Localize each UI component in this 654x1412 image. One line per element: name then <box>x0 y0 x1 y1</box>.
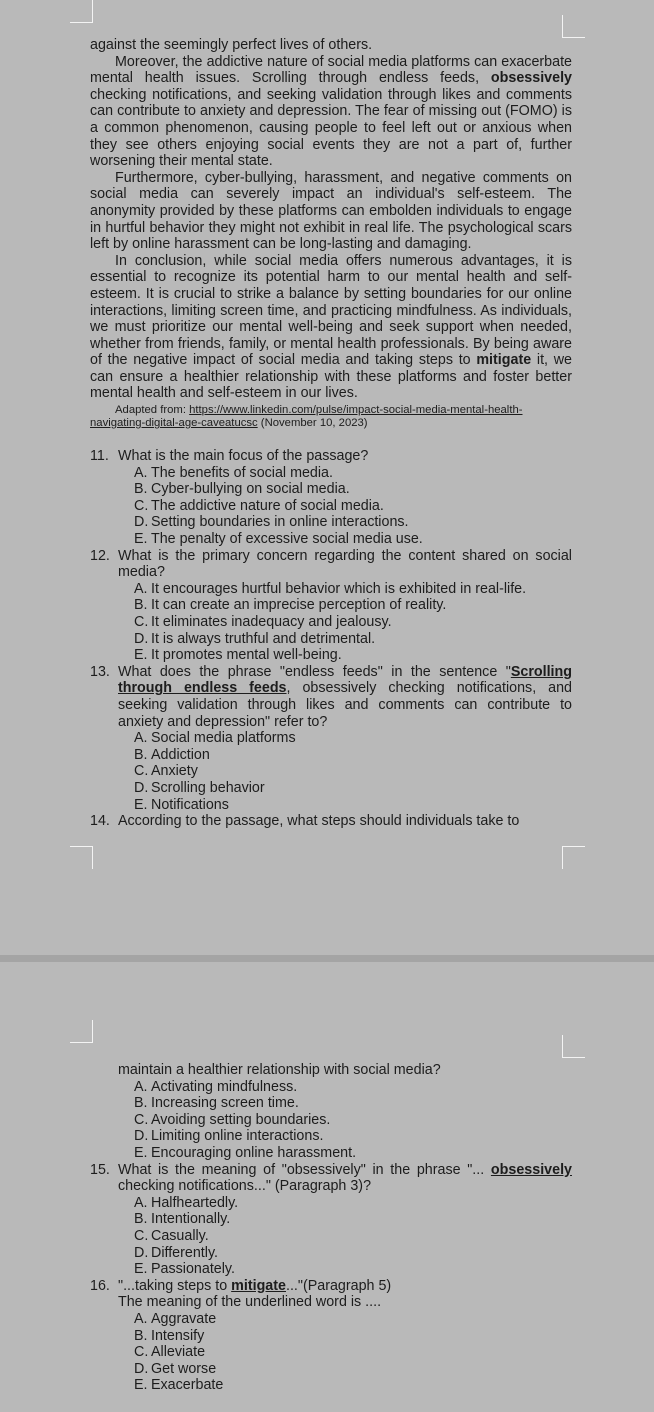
crop-mark-top-right <box>562 15 585 38</box>
option-a[interactable]: A. Activating mindfulness. <box>134 1078 298 1095</box>
option-e[interactable]: E. Passionately. <box>134 1261 235 1278</box>
option-b[interactable]: B. Intensify <box>134 1327 205 1344</box>
source-link[interactable]: https://www.linkedin.com/pulse/impact-social-media-mental-health-navigating-digital-age-caveatucsc <box>90 404 523 430</box>
question-text: What is the main focus of the passage? <box>118 448 369 465</box>
crop-mark-bottom-right <box>562 846 585 869</box>
question-14-start: 14. According to the passage, what steps should individuals take to <box>90 813 520 830</box>
options-q12 <box>90 581 572 664</box>
question-text: According to the passage, what steps should individuals take to <box>118 813 520 830</box>
document-page-2 <box>0 962 654 1412</box>
option-c[interactable]: C. Avoiding setting boundaries. <box>134 1111 331 1128</box>
question-13: 13. What does the phrase "endless feeds" in the sentence "Scrolling through endless feeds, obsessively checking notifications, and seeking validation through likes and comments can contribute to anxiety and depression" refer to? <box>90 663 572 730</box>
crop-mark-bottom-left <box>70 846 93 869</box>
option-b[interactable]: B. It can create an imprecise perception of reality. <box>134 597 447 614</box>
source-citation: Adapted from: https://www.linkedin.com/pulse/impact-social-media-mental-health-navigating-digital-age-caveatucsc (November 10, 2023) <box>90 404 523 430</box>
option-e[interactable]: E. Encouraging online harassment. <box>134 1144 357 1161</box>
question-text: What is the primary concern regarding the content shared on social media? <box>118 547 572 581</box>
underlined-phrase: Scrolling through endless feeds <box>118 663 572 697</box>
option-b[interactable]: B. Addiction <box>134 746 210 763</box>
option-c[interactable]: C. Alleviate <box>134 1344 206 1361</box>
option-e[interactable]: E. It promotes mental well-being. <box>134 647 342 664</box>
question-15: 15. What is the meaning of "obsessively" in the phrase "... obsessively checking notifications..." (Paragraph 3)? <box>90 1161 572 1195</box>
passage-body <box>90 37 572 830</box>
page-separator <box>0 955 654 962</box>
underlined-word: obsessively <box>490 1161 572 1178</box>
crop-mark-top-left <box>70 0 93 23</box>
options-q11 <box>90 465 572 548</box>
option-c[interactable]: C. Casually. <box>134 1227 209 1244</box>
option-d[interactable]: D. Setting boundaries in online interactions. <box>134 514 409 531</box>
option-d[interactable]: D. Limiting online interactions. <box>134 1128 324 1145</box>
option-b[interactable]: B. Increasing screen time. <box>134 1095 299 1112</box>
crop-mark-top-right <box>562 1035 585 1058</box>
option-b[interactable]: B. Intentionally. <box>134 1211 231 1228</box>
option-a[interactable]: A. It encourages hurtful behavior which is exhibited in real-life. <box>134 580 527 597</box>
question-16: 16. "...taking steps to mitigate..."(Paragraph 5) <box>90 1277 392 1294</box>
option-b[interactable]: B. Cyber-bullying on social media. <box>134 481 350 498</box>
keyword-mitigate: mitigate <box>476 352 532 369</box>
keyword-obsessively: obsessively <box>490 70 572 87</box>
option-c[interactable]: C. Anxiety <box>134 763 198 780</box>
passage-paragraph-3: Moreover, the addictive nature of social media platforms can exacerbate mental health issues. Scrolling through endless feeds, obsessively checking notifications, and seeking validation through likes and comments can contribute to anxiety and depression. The fear of missing out (FOMO) is a common phenomenon, causing people to feel left out or anxious when they see others enjoying social events they are not a part of, further worsening their mental state. <box>90 53 572 170</box>
options-q15 <box>90 1195 572 1278</box>
underlined-word: mitigate <box>231 1277 286 1294</box>
passage-paragraph-4: Furthermore, cyber-bullying, harassment, and negative comments on social media can severely impact an individual's self-esteem. The anonymity provided by these platforms can embolden individuals to engage in hurtful behavior they might not exhibit in real life. The psychological scars left by online harassment can be long-lasting and damaging. <box>90 169 572 253</box>
option-d[interactable]: D. Scrolling behavior <box>134 779 265 796</box>
question-16-prompt: The meaning of the underlined word is .... <box>118 1294 382 1311</box>
option-e[interactable]: E. Notifications <box>134 796 229 813</box>
questions-continued <box>90 1062 572 1394</box>
crop-mark-top-left <box>70 1020 93 1043</box>
passage-paragraph-5: In conclusion, while social media offers numerous advantages, it is essential to recognize its potential harm to our mental health and self-esteem. It is crucial to strike a balance by setting boundaries for our online interactions, limiting screen time, and practicing mindfulness. As individuals, we must prioritize our mental well-being and seek support when needed, whether from friends, family, or mental health professionals. By being aware of the negative impact of social media and taking steps to mitigate it, we can ensure a healthier relationship with these platforms and foster better mental health and self-esteem in our lives. <box>90 252 572 402</box>
option-d[interactable]: D. Differently. <box>134 1244 219 1261</box>
options-q13 <box>90 730 572 813</box>
option-e[interactable]: E. Exacerbate <box>134 1377 224 1394</box>
options-q14 <box>90 1079 572 1162</box>
passage-continuation-line: against the seemingly perfect lives of others. <box>90 37 373 53</box>
question-11: 11. What is the main focus of the passage? <box>90 448 369 465</box>
option-a[interactable]: A. The benefits of social media. <box>134 464 333 481</box>
option-c[interactable]: C. It eliminates inadequacy and jealousy. <box>134 614 392 630</box>
option-a[interactable]: A. Halfheartedly. <box>134 1194 239 1211</box>
option-a[interactable]: A. Aggravate <box>134 1310 217 1327</box>
option-c[interactable]: C. The addictive nature of social media. <box>134 497 384 514</box>
option-d[interactable]: D. Get worse <box>134 1360 217 1377</box>
options-q16 <box>90 1311 572 1394</box>
option-a[interactable]: A. Social media platforms <box>134 730 296 747</box>
question-14-continuation: maintain a healthier relationship with social media? <box>118 1062 441 1078</box>
question-12: 12. What is the primary concern regarding the content shared on social media? <box>90 547 572 581</box>
option-d[interactable]: D. It is always truthful and detrimental. <box>134 630 376 647</box>
option-e[interactable]: E. The penalty of excessive social media use. <box>134 531 423 548</box>
